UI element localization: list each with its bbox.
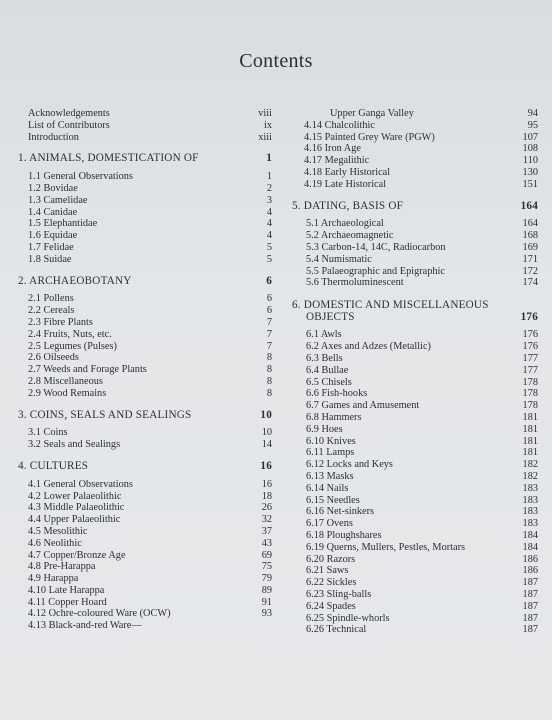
toc-entry-label: 6.8 Hammers xyxy=(306,412,362,424)
toc-entry[interactable] xyxy=(18,620,272,632)
toc-entry[interactable] xyxy=(292,230,538,242)
toc-entry-page: 7 xyxy=(266,340,272,352)
toc-entry-page: 4 xyxy=(266,218,272,230)
toc-entry-label: 2.3 Fibre Plants xyxy=(28,316,93,328)
toc-entry[interactable] xyxy=(18,573,272,585)
toc-entry-page: 1 xyxy=(266,171,272,183)
toc-entry[interactable] xyxy=(18,514,272,526)
contents-column-right xyxy=(292,108,538,636)
toc-entry[interactable] xyxy=(18,561,272,573)
toc-entry-page: 172 xyxy=(522,265,538,277)
toc-entry-page: 16 xyxy=(260,459,272,472)
toc-entry[interactable] xyxy=(292,542,538,554)
toc-entry-page: 8 xyxy=(266,375,272,387)
toc-entry-page: 2 xyxy=(266,182,272,194)
toc-entry-page: 178 xyxy=(522,388,538,400)
toc-entry[interactable] xyxy=(18,132,272,144)
toc-entry-label: 4.9 Harappa xyxy=(28,573,79,585)
toc-entry[interactable] xyxy=(292,601,538,613)
toc-entry[interactable] xyxy=(292,277,538,289)
toc-entry[interactable] xyxy=(292,554,538,566)
toc-entry-page: 187 xyxy=(522,624,538,636)
toc-entry-page: 16 xyxy=(261,478,272,490)
toc-entry-label: 6.3 Bells xyxy=(306,353,343,365)
toc-entry-label: 6.5 Chisels xyxy=(306,376,352,388)
toc-entry[interactable] xyxy=(292,266,538,278)
toc-entry-label: 4.1 General Observations xyxy=(28,478,133,490)
toc-entry-page: 108 xyxy=(522,143,538,155)
toc-entry[interactable] xyxy=(18,171,272,183)
toc-entry-label: 6.16 Net-sinkers xyxy=(306,506,375,518)
toc-entry[interactable] xyxy=(292,108,538,120)
toc-entry[interactable] xyxy=(292,365,538,377)
toc-entry-label: 4.5 Mesolithic xyxy=(28,525,88,537)
toc-entry-label: 6.13 Masks xyxy=(306,471,354,483)
toc-entry-label: 5.5 Palaeographic and Epigraphic xyxy=(306,265,445,277)
toc-entry-label: 5.1 Archaeological xyxy=(306,218,384,230)
toc-entry[interactable] xyxy=(292,577,538,589)
toc-entry-label: 6.2 Axes and Adzes (Metallic) xyxy=(306,341,431,353)
toc-entry-page: 176 xyxy=(522,329,538,341)
toc-entry-label: 6.21 Saws xyxy=(306,565,349,577)
toc-entry-label: 6.20 Razors xyxy=(306,553,356,565)
toc-entry-page: 43 xyxy=(261,537,272,549)
toc-entry-page: 184 xyxy=(522,541,538,553)
toc-entry-label: Acknowledgements xyxy=(28,108,110,119)
toc-entry-label: 4.15 Painted Grey Ware (PGW) xyxy=(304,131,435,143)
toc-entry-label: 2.1 Pollens xyxy=(28,293,74,305)
toc-entry-label: 6.26 Technical xyxy=(306,624,367,636)
toc-entry-page: 69 xyxy=(261,549,272,561)
toc-entry[interactable] xyxy=(18,538,272,550)
toc-entry-label: 6.9 Hoes xyxy=(306,423,343,435)
toc-entry-label: 2. ARCHAEOBOTANY xyxy=(18,274,132,287)
toc-entry-label: 4.19 Late Historical xyxy=(304,178,387,190)
toc-entry-page: 187 xyxy=(522,577,538,589)
toc-entry-label: 2.6 Oilseeds xyxy=(28,352,79,364)
toc-entry[interactable] xyxy=(18,305,272,317)
toc-entry-page: viii xyxy=(258,108,272,119)
toc-entry[interactable] xyxy=(292,353,538,365)
toc-entry[interactable] xyxy=(292,471,538,483)
toc-entry-label: 6.22 Sickles xyxy=(306,577,357,589)
toc-entry[interactable] xyxy=(18,341,272,353)
toc-entry[interactable] xyxy=(292,242,538,254)
toc-entry[interactable] xyxy=(18,388,272,400)
toc-entry[interactable] xyxy=(292,506,538,518)
toc-entry[interactable] xyxy=(18,218,272,230)
toc-entry-label: 4.4 Upper Palaeolithic xyxy=(28,514,121,526)
toc-entry-label: 6.11 Lamps xyxy=(306,447,355,459)
toc-entry-label: 2.8 Miscellaneous xyxy=(28,375,103,387)
toc-entry[interactable] xyxy=(18,195,272,207)
toc-entry-page: 3 xyxy=(266,194,272,206)
toc-entry-page: 91 xyxy=(261,596,272,608)
page-title: Contents xyxy=(239,50,313,72)
toc-entry-label: 1.2 Bovidae xyxy=(28,182,78,194)
toc-entry[interactable] xyxy=(18,207,272,219)
toc-entry[interactable] xyxy=(18,329,272,341)
toc-entry-page: 4 xyxy=(266,206,272,218)
toc-entry-label: 5.6 Thermoluminescent xyxy=(306,277,404,289)
toc-entry[interactable] xyxy=(18,183,272,195)
toc-entry[interactable] xyxy=(292,518,538,530)
toc-entry-label: 4.18 Early Historical xyxy=(304,166,391,178)
toc-entry-page: 186 xyxy=(522,565,538,577)
toc-entry-page: 183 xyxy=(522,494,538,506)
toc-entry-page: 94 xyxy=(527,108,538,119)
toc-entry-label: 4.16 Iron Age xyxy=(304,143,361,155)
toc-entry-page: 18 xyxy=(261,490,272,502)
toc-entry-page: 10 xyxy=(261,427,272,439)
toc-section-heading[interactable] xyxy=(18,276,272,288)
toc-section-heading[interactable] xyxy=(292,312,538,324)
toc-entry-label: 3.2 Seals and Sealings xyxy=(28,439,121,451)
toc-entry[interactable] xyxy=(292,624,538,636)
toc-entry[interactable] xyxy=(18,479,272,491)
toc-entry-page: 5 xyxy=(266,241,272,253)
toc-entry[interactable] xyxy=(18,254,272,266)
toc-entry-page: 176 xyxy=(520,310,538,323)
toc-entry-page: 183 xyxy=(522,506,538,518)
toc-entry-label: 4.6 Neolithic xyxy=(28,537,82,549)
toc-entry[interactable] xyxy=(292,530,538,542)
toc-entry[interactable] xyxy=(18,230,272,242)
toc-entry[interactable] xyxy=(292,167,538,179)
toc-entry-label: 6.7 Games and Amusement xyxy=(306,400,420,412)
toc-entry-page: 171 xyxy=(522,253,538,265)
toc-entry-label: Introduction xyxy=(28,131,79,143)
toc-entry-page: 107 xyxy=(522,131,538,143)
toc-entry[interactable] xyxy=(18,597,272,609)
toc-entry-page: xiii xyxy=(258,131,272,143)
toc-entry-page: 182 xyxy=(522,471,538,483)
toc-entry-page: 169 xyxy=(522,241,538,253)
toc-entry-label: 5.3 Carbon-14, 14C, Radiocarbon xyxy=(306,241,446,253)
toc-section-heading[interactable] xyxy=(18,153,272,165)
toc-entry-label: 4.10 Late Harappa xyxy=(28,584,105,596)
toc-entry-label: 1. ANIMALS, DOMESTICATION OF xyxy=(18,152,199,165)
toc-entry-page: 26 xyxy=(261,502,272,514)
toc-section-heading[interactable] xyxy=(18,461,272,473)
toc-entry-label: 1.4 Canidae xyxy=(28,206,78,218)
toc-entry-page: 95 xyxy=(527,119,538,131)
toc-entry[interactable] xyxy=(292,254,538,266)
toc-entry[interactable] xyxy=(292,377,538,389)
toc-entry-page: 187 xyxy=(522,600,538,612)
toc-entry-label: 6.23 Sling-balls xyxy=(306,588,372,600)
toc-entry-label: 1.5 Elephantidae xyxy=(28,218,98,230)
toc-entry-page: 89 xyxy=(261,584,272,596)
toc-entry-page: 151 xyxy=(522,178,538,190)
toc-entry-page: 6 xyxy=(266,293,272,305)
toc-entry-label: Upper Ganga Valley xyxy=(330,108,414,119)
toc-entry-label: 6.19 Querns, Mullers, Pestles, Mortars xyxy=(306,541,466,553)
toc-entry-label: OBJECTS xyxy=(306,310,355,323)
toc-entry[interactable] xyxy=(18,585,272,597)
toc-entry-label: 4.2 Lower Palaeolithic xyxy=(28,490,122,502)
toc-entry[interactable] xyxy=(292,179,538,191)
toc-entry[interactable] xyxy=(18,427,272,439)
toc-entry-page: 181 xyxy=(522,412,538,424)
toc-entry[interactable] xyxy=(18,502,272,514)
toc-entry-label: 5.2 Archaeomagnetic xyxy=(306,230,394,242)
toc-entry-label: 6.12 Locks and Keys xyxy=(306,459,393,471)
toc-entry[interactable] xyxy=(292,613,538,625)
toc-entry-label: 4.8 Pre-Harappa xyxy=(28,561,96,573)
toc-entry-label: 2.4 Fruits, Nuts, etc. xyxy=(28,328,112,340)
toc-entry-page: 178 xyxy=(522,400,538,412)
toc-entry-label: 6.6 Fish-hooks xyxy=(306,388,368,400)
toc-entry[interactable] xyxy=(18,352,272,364)
toc-entry-page: 182 xyxy=(522,459,538,471)
toc-entry-page: 187 xyxy=(522,612,538,624)
toc-entry-page: 178 xyxy=(522,376,538,388)
toc-entry-label: 6.18 Ploughshares xyxy=(306,530,382,541)
toc-entry[interactable] xyxy=(292,412,538,424)
toc-entry-page: 174 xyxy=(522,277,538,289)
contents-column-left xyxy=(18,108,272,632)
toc-entry-page: 181 xyxy=(522,423,538,435)
toc-entry-page: 8 xyxy=(266,352,272,364)
toc-entry[interactable] xyxy=(18,439,272,451)
toc-entry-page: 164 xyxy=(522,218,538,230)
toc-entry-page: 181 xyxy=(522,447,538,459)
toc-entry[interactable] xyxy=(292,329,538,341)
toc-entry[interactable] xyxy=(18,108,272,120)
toc-entry-label: 4. CULTURES xyxy=(18,459,89,472)
toc-entry-label: 2.9 Wood Remains xyxy=(28,387,107,399)
toc-entry[interactable] xyxy=(292,132,538,144)
toc-entry[interactable] xyxy=(18,242,272,254)
toc-entry-label: 6.10 Knives xyxy=(306,435,356,447)
toc-entry[interactable] xyxy=(292,495,538,507)
toc-entry[interactable] xyxy=(18,120,272,132)
toc-entry-label: 6. DOMESTIC AND MISCELLANEOUS xyxy=(292,299,489,312)
toc-entry-page: 32 xyxy=(261,514,272,526)
toc-entry-label: 1.3 Camelidae xyxy=(28,194,88,206)
toc-entry-page: 4 xyxy=(266,230,272,242)
toc-entry-label: 6.14 Nails xyxy=(306,482,349,494)
toc-entry-label: 1.7 Felidae xyxy=(28,241,74,253)
toc-entry-page: 8 xyxy=(266,387,272,399)
toc-entry-page: 168 xyxy=(522,230,538,242)
toc-entry-page: ix xyxy=(263,119,272,131)
toc-entry-page: 186 xyxy=(522,553,538,565)
toc-entry[interactable] xyxy=(292,155,538,167)
toc-section-heading[interactable] xyxy=(18,410,272,422)
toc-entry[interactable] xyxy=(18,608,272,620)
toc-entry[interactable] xyxy=(18,364,272,376)
toc-entry[interactable] xyxy=(292,388,538,400)
toc-entry[interactable] xyxy=(18,526,272,538)
toc-entry-label: 4.11 Copper Hoard xyxy=(28,596,107,608)
toc-entry-page: 183 xyxy=(522,518,538,530)
toc-entry[interactable] xyxy=(292,447,538,459)
toc-entry-page: 10 xyxy=(260,408,272,421)
toc-entry[interactable] xyxy=(292,120,538,132)
toc-entry-label: 3.1 Coins xyxy=(28,427,68,439)
toc-entry-page: 8 xyxy=(266,364,272,376)
toc-entry-page: 177 xyxy=(522,364,538,376)
toc-entry-page: 7 xyxy=(266,328,272,340)
toc-entry-label: 4.13 Black-and-red Ware— xyxy=(28,620,142,632)
toc-entry-page: 6 xyxy=(266,274,272,287)
toc-entry[interactable] xyxy=(18,550,272,562)
toc-entry-label: 3. COINS, SEALS AND SEALINGS xyxy=(18,408,192,421)
toc-entry[interactable] xyxy=(18,491,272,503)
toc-entry[interactable] xyxy=(18,376,272,388)
toc-entry-page: 176 xyxy=(522,341,538,353)
toc-entry-label: 1.1 General Observations xyxy=(28,171,133,183)
toc-entry-label: 4.7 Copper/Bronze Age xyxy=(28,549,126,561)
toc-entry-label: 4.12 Ochre-coloured Ware (OCW) xyxy=(28,608,171,620)
toc-entry-label: 1.8 Suidae xyxy=(28,253,72,265)
toc-entry-page: 37 xyxy=(261,525,272,537)
toc-entry[interactable] xyxy=(292,459,538,471)
toc-entry-label: 6.4 Bullae xyxy=(306,364,349,376)
toc-entry-label: 6.15 Needles xyxy=(306,494,360,506)
toc-entry-page: 14 xyxy=(261,439,272,451)
toc-entry[interactable] xyxy=(18,293,272,305)
toc-entry-page: 181 xyxy=(522,435,538,447)
toc-entry-page: 184 xyxy=(522,530,538,541)
toc-entry-page: 164 xyxy=(520,199,538,212)
toc-entry-label: 5. DATING, BASIS OF xyxy=(292,199,404,212)
toc-entry[interactable] xyxy=(292,400,538,412)
toc-entry-label: 4.14 Chalcolithic xyxy=(304,119,375,131)
section-gap xyxy=(292,289,538,299)
toc-entry-page: 75 xyxy=(261,561,272,573)
toc-entry-label: 4.17 Megalithic xyxy=(304,155,370,167)
toc-entry-page: 7 xyxy=(266,316,272,328)
toc-entry[interactable] xyxy=(292,341,538,353)
toc-entry-page: 183 xyxy=(522,482,538,494)
toc-entry[interactable] xyxy=(292,218,538,230)
toc-entry-page: 187 xyxy=(522,588,538,600)
toc-entry[interactable] xyxy=(292,565,538,577)
toc-entry-label: 6.24 Spades xyxy=(306,600,356,612)
toc-entry[interactable] xyxy=(18,317,272,329)
toc-entry-page: 1 xyxy=(266,152,272,165)
toc-entry[interactable] xyxy=(292,436,538,448)
toc-entry-label: 6.17 Ovens xyxy=(306,518,353,530)
toc-entry-label: 2.5 Legumes (Pulses) xyxy=(28,340,117,352)
toc-entry-label: 4.3 Middle Palaeolithic xyxy=(28,502,125,514)
toc-entry[interactable] xyxy=(292,589,538,601)
toc-entry-label: 1.6 Equidae xyxy=(28,230,78,242)
toc-entry-label: 6.25 Spindle-whorls xyxy=(306,612,390,624)
toc-section-heading[interactable] xyxy=(292,201,538,213)
toc-entry[interactable] xyxy=(292,483,538,495)
toc-entry[interactable] xyxy=(292,424,538,436)
toc-entry-page: 5 xyxy=(266,253,272,265)
toc-entry-page: 93 xyxy=(261,608,272,620)
toc-entry-label: List of Contributors xyxy=(28,119,110,131)
toc-entry-label: 2.7 Weeds and Forage Plants xyxy=(28,364,147,376)
toc-entry-page: 79 xyxy=(261,573,272,585)
toc-entry-page: 6 xyxy=(266,305,272,317)
toc-section-heading[interactable] xyxy=(292,299,538,312)
toc-entry-page: 177 xyxy=(522,353,538,365)
toc-entry-label: 2.2 Cereals xyxy=(28,305,75,317)
toc-entry-label: 5.4 Numismatic xyxy=(306,253,372,265)
toc-entry-label: 6.1 Awls xyxy=(306,329,342,341)
toc-entry[interactable] xyxy=(292,143,538,155)
toc-entry-page: 110 xyxy=(522,155,538,167)
toc-entry-page: 130 xyxy=(522,166,538,178)
